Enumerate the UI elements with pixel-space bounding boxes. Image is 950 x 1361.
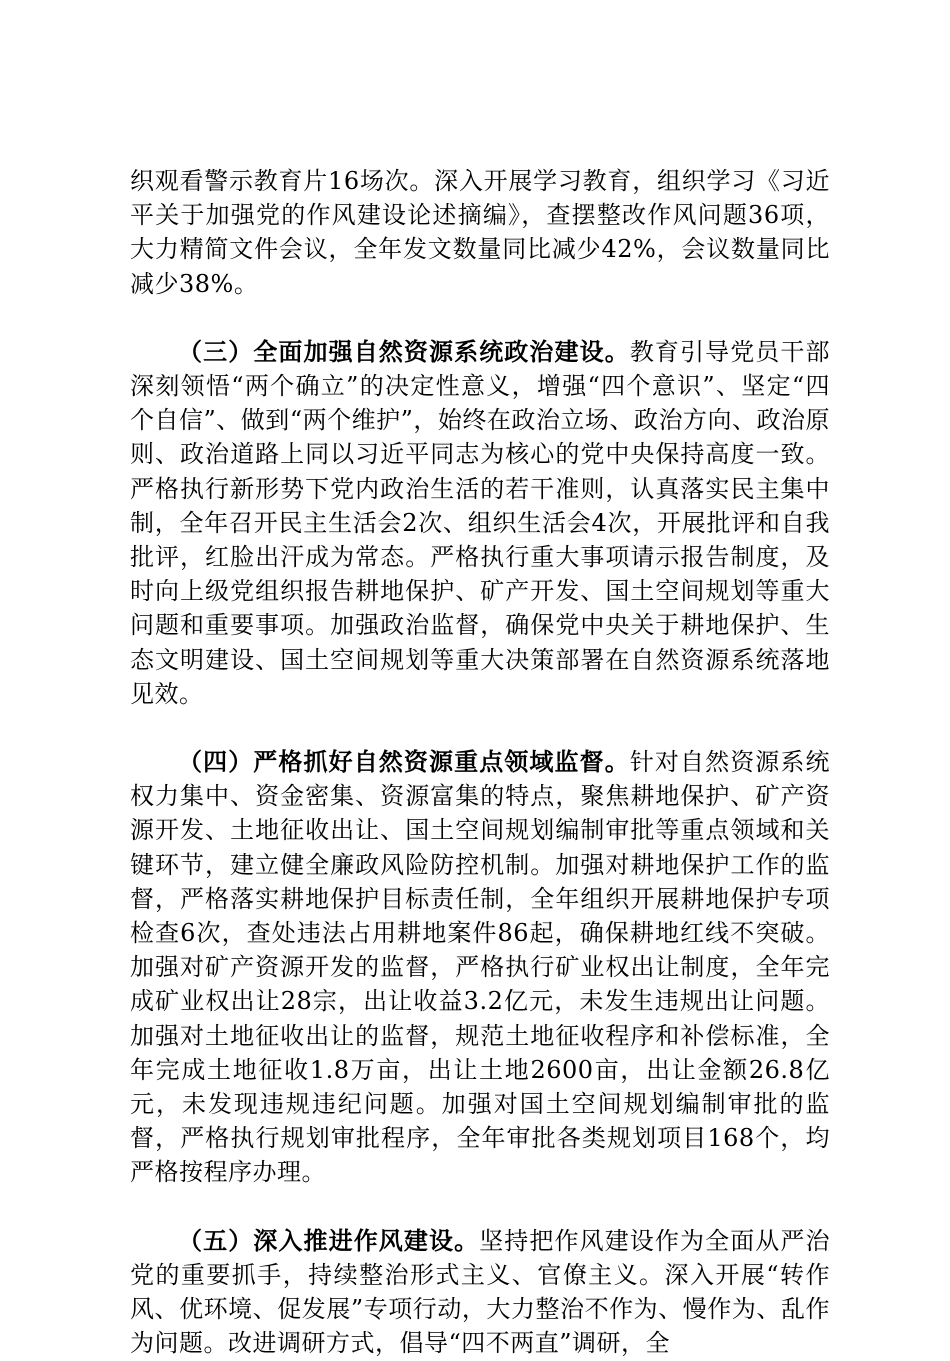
paragraph-section-5 <box>130 1224 830 1361</box>
paragraph-body: 坚持把作风建设作为全面从严治党的重要抓手，持续整治形式主义、官僚主义。深入开展“转作风、优环境、促发展”专项行动，大力整治不作为、慢作为、乱作为问题。改进调研方式，倡导“四不两直”调研，全 <box>130 1226 831 1358</box>
paragraph-body: 织观看警示教育片16场次。深入开展学习教育，组织学习《习近平关于加强党的作风建设论述摘编》，查摆整改作风问题36项，大力精简文件会议，全年发文数量同比减少42%，会议数量同比减少38%。 <box>130 167 830 298</box>
section-heading: （四）严格抓好自然资源重点领域监督。 <box>178 748 630 777</box>
paragraph-section-4 <box>130 745 830 1190</box>
paragraph-section-3 <box>130 335 830 711</box>
paragraph-body: 针对自然资源系统权力集中、资金密集、资源富集的特点，聚焦耕地保护、矿产资源开发、土地征收出让、国土空间规划编制审批等重点领域和关键环节，建立健全廉政风险防控机制。加强对耕地保护工作的监督，严格落实耕地保护目标责任制，全年组织开展耕地保护专项检查6次，查处违法占用耕地案件86起，确保耕地红线不突破。加强对矿产资源开发的监督，严格执行矿业权出让制度，全年完成矿业权出让28宗，出让收益3.2亿元，未发生违规出让问题。加强对土地征收出让的监督，规范土地征收程序和补偿标准，全年完成土地征收1.8万亩，出让土地2600亩，出让金额26.8亿元，未发现违规违纪问题。加强对国土空间规划编制审批的监督，严格执行规划审批程序，全年审批各类规划项目168个，均严格按程序办理。 <box>130 748 831 1187</box>
paragraph-continuation <box>130 164 830 301</box>
section-heading: （三）全面加强自然资源系统政治建设。 <box>178 337 630 366</box>
document-page <box>130 164 830 1361</box>
paragraph-body: 教育引导党员干部深刻领悟“两个确立”的决定性意义，增强“四个意识”、坚定“四个自信”、做到“两个维护”，始终在政治立场、政治方向、政治原则、政治道路上同以习近平同志为核心的党中央保持高度一致。严格执行新形势下党内政治生活的若干准则，认真落实民主集中制，全年召开民主生活会2次、组织生活会4次，开展批评和自我批评，红脸出汗成为常态。严格执行重大事项请示报告制度，及时向上级党组织报告耕地保护、矿产开发、国土空间规划等重大问题和重要事项。加强政治监督，确保党中央关于耕地保护、生态文明建设、国土空间规划等重大决策部署在自然资源系统落地见效。 <box>130 337 831 708</box>
section-heading: （五）深入推进作风建设。 <box>178 1226 480 1255</box>
